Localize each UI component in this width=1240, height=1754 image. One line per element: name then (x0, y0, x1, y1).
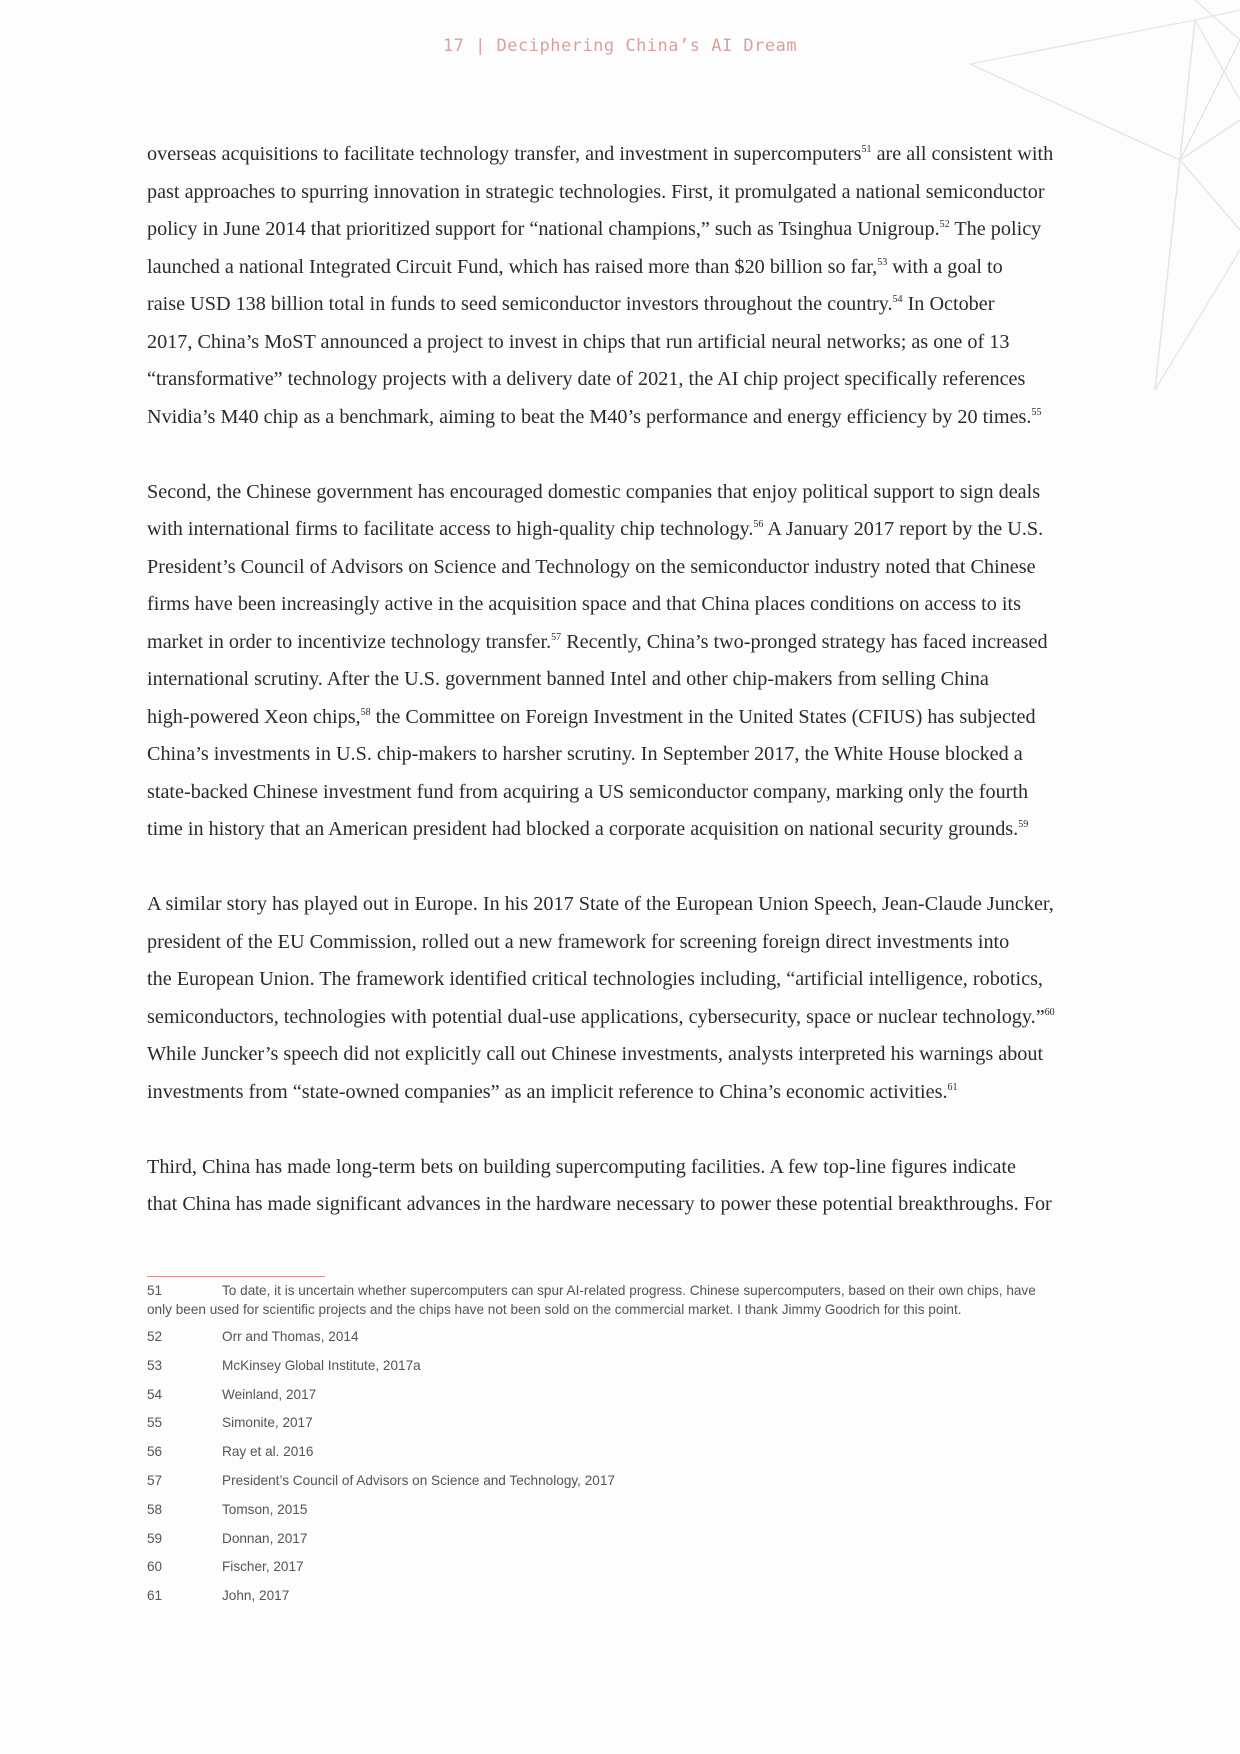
text-run: In October (902, 293, 995, 315)
text-run: raise USD 138 billion total in funds to seed semiconductor investors throughout the country. (147, 293, 893, 315)
footnote-number: 59 (147, 1530, 163, 1546)
body-paragraph (147, 136, 1107, 436)
text-line (147, 474, 1107, 512)
text-run: Third, China has made long-term bets on building supercomputing facilities. A few top-line figures indicate (147, 1155, 1016, 1178)
text-run: that China has made significant advances in the hardware necessary to power these potential breakthroughs. For (147, 1193, 1052, 1215)
text-line (147, 774, 1107, 812)
footnote-text: Weinland, 2017 (222, 1386, 317, 1402)
text-line (147, 811, 1107, 849)
text-run: past approaches to spurring innovation in strategic technologies. First, it promulgated a national semiconductor (147, 180, 1045, 203)
footnote (147, 1444, 1087, 1473)
footnote-text-continued: only been used for scientific projects and the chips have not been sold on the commercial market. I thank Jimmy Goodrich for this point. (147, 1302, 962, 1317)
footnote-number: 53 (147, 1357, 163, 1373)
text-line (147, 961, 1107, 999)
footnote-number: 52 (147, 1329, 163, 1344)
body-text (147, 136, 1107, 1261)
footnote-reference[interactable]: 60 (1044, 1006, 1055, 1018)
footnote (147, 1502, 1087, 1531)
text-line (147, 699, 1107, 737)
text-line (147, 1186, 1107, 1224)
text-line (147, 399, 1107, 437)
text-run: Recently, China’s two-pronged strategy has faced increased (561, 630, 1048, 653)
text-run: international scrutiny. After the U.S. government banned Intel and other chip-makers from selling China (147, 668, 989, 690)
text-line (147, 136, 1107, 174)
text-line (147, 624, 1107, 662)
footnote-reference[interactable]: 54 (892, 294, 903, 305)
footnote-number: 57 (147, 1472, 163, 1488)
text-run: the European Union. The framework identified critical technologies including, “artificial intelligence, robotics, (147, 968, 1043, 990)
text-run: A January 2017 report by the U.S. (763, 518, 1044, 540)
footnote (147, 1387, 1087, 1416)
text-run: “transformative” technology projects with a delivery date of 2021, the AI chip project specifically references (147, 368, 1026, 390)
text-run: President’s Council of Advisors on Science and Technology on the semiconductor industry noted that Chinese (147, 555, 1036, 578)
footnote-reference[interactable]: 53 (877, 256, 888, 268)
text-run: president of the EU Commission, rolled out a new framework for screening foreign direct investments into (147, 930, 1010, 953)
text-line (147, 999, 1107, 1037)
footnote-number: 51 (147, 1283, 163, 1298)
text-run: China’s investments in U.S. chip-makers to harsher scrutiny. In September 2017, the White House blocked a (147, 743, 1023, 765)
footnote-number: 56 (147, 1444, 163, 1460)
text-run: with international firms to facilitate access to high-quality chip technology. (147, 518, 754, 540)
body-paragraph (147, 886, 1107, 1111)
text-run: are all consistent with (871, 143, 1054, 165)
footnote-reference[interactable]: 56 (753, 519, 764, 530)
footnote-number: 54 (147, 1386, 163, 1402)
text-line (147, 1074, 1107, 1112)
text-run: high-powered Xeon chips, (147, 705, 361, 728)
footnote-text: Ray et al. 2016 (222, 1444, 314, 1460)
footnote-number: 60 (147, 1559, 163, 1575)
running-header: 17 | Deciphering China’s AI Dream (442, 36, 798, 56)
footnote-text: Donnan, 2017 (222, 1530, 308, 1546)
footnote (147, 1358, 1087, 1387)
text-line (147, 924, 1107, 962)
footnote-text: President’s Council of Advisors on Science and Technology, 2017 (222, 1472, 615, 1488)
footnote-reference[interactable]: 59 (1018, 819, 1029, 830)
text-line (147, 249, 1107, 287)
text-run: launched a national Integrated Circuit Fund, which has raised more than $20 billion so far, (147, 255, 878, 278)
text-run: state-backed Chinese investment fund from acquiring a US semiconductor company, marking only the fourth (147, 780, 1029, 803)
text-line (147, 174, 1107, 212)
text-line (147, 661, 1107, 699)
footnote-number: 58 (147, 1501, 163, 1517)
footnote-number: 55 (147, 1415, 163, 1431)
text-run: policy in June 2014 that prioritized support for “national champions,” such as Tsinghua Unigroup. (147, 218, 940, 240)
footnote-text: Tomson, 2015 (222, 1501, 308, 1517)
text-line (147, 886, 1107, 924)
footnote (147, 1559, 1087, 1588)
text-run: 2017, China’s MoST announced a project to invest in chips that run artificial neural networks; as one of 13 (147, 330, 1010, 353)
footnote-number: 61 (147, 1588, 163, 1604)
footnote-reference[interactable]: 52 (939, 219, 950, 230)
footnote-text: To date, it is uncertain whether supercomputers can spur AI-related progress. Chinese supercomputers, based on their own chips, have (222, 1283, 1036, 1298)
text-run: time in history that an American president had blocked a corporate acquisition on national security grounds. (147, 818, 1019, 840)
footnote-text: Fischer, 2017 (222, 1559, 304, 1575)
text-line (147, 1149, 1107, 1187)
text-run: market in order to incentivize technology transfer. (147, 630, 552, 653)
text-line (147, 586, 1107, 624)
footnote-reference[interactable]: 51 (861, 144, 872, 155)
text-line (147, 211, 1107, 249)
footnote (147, 1531, 1087, 1560)
text-run: Second, the Chinese government has encouraged domestic companies that enjoy political support to sign deals (147, 480, 1041, 503)
body-paragraph (147, 474, 1107, 849)
footnote-text: Simonite, 2017 (222, 1415, 313, 1431)
footnote (147, 1329, 1087, 1358)
footnote-text: Orr and Thomas, 2014 (222, 1329, 359, 1344)
text-run: investments from “state-owned companies” as an implicit reference to China’s economic activities. (147, 1080, 948, 1103)
footnote-separator (147, 1276, 325, 1277)
text-run: The policy (949, 218, 1042, 240)
footnote-reference[interactable]: 61 (947, 1081, 958, 1093)
text-run: firms have been increasingly active in the acquisition space and that China places conditions on access to its (147, 593, 1021, 615)
footnotes (147, 1281, 1087, 1617)
text-line (147, 1036, 1107, 1074)
text-line (147, 286, 1107, 324)
text-line (147, 549, 1107, 587)
footnote-reference[interactable]: 58 (360, 706, 371, 718)
text-run: the Committee on Foreign Investment in the United States (CFIUS) has subjected (370, 705, 1036, 728)
footnote-text: John, 2017 (222, 1588, 290, 1604)
text-run: A similar story has played out in Europe. In his 2017 State of the European Union Speech, Jean-Claude Juncker, (147, 893, 1054, 915)
text-line (147, 511, 1107, 549)
body-paragraph (147, 1149, 1107, 1224)
footnote-text: McKinsey Global Institute, 2017a (222, 1357, 421, 1373)
footnote (147, 1281, 1087, 1319)
footnote (147, 1415, 1087, 1444)
text-run: While Juncker’s speech did not explicitly call out Chinese investments, analysts interpreted his warnings about (147, 1043, 1044, 1065)
text-run: overseas acquisitions to facilitate technology transfer, and investment in supercomputers (147, 143, 862, 165)
text-run: Nvidia’s M40 chip as a benchmark, aiming to beat the M40’s performance and energy efficiency by 20 times. (147, 405, 1032, 428)
text-line (147, 736, 1107, 774)
text-run: semiconductors, technologies with potential dual-use applications, cybersecurity, space or nuclear technology.” (147, 1005, 1045, 1028)
footnote-reference[interactable]: 57 (551, 631, 562, 643)
text-run: with a goal to (887, 255, 1003, 278)
footnote (147, 1588, 1087, 1617)
text-line (147, 324, 1107, 362)
footnote-reference[interactable]: 55 (1031, 406, 1042, 418)
text-line (147, 361, 1107, 399)
footnote (147, 1473, 1087, 1502)
